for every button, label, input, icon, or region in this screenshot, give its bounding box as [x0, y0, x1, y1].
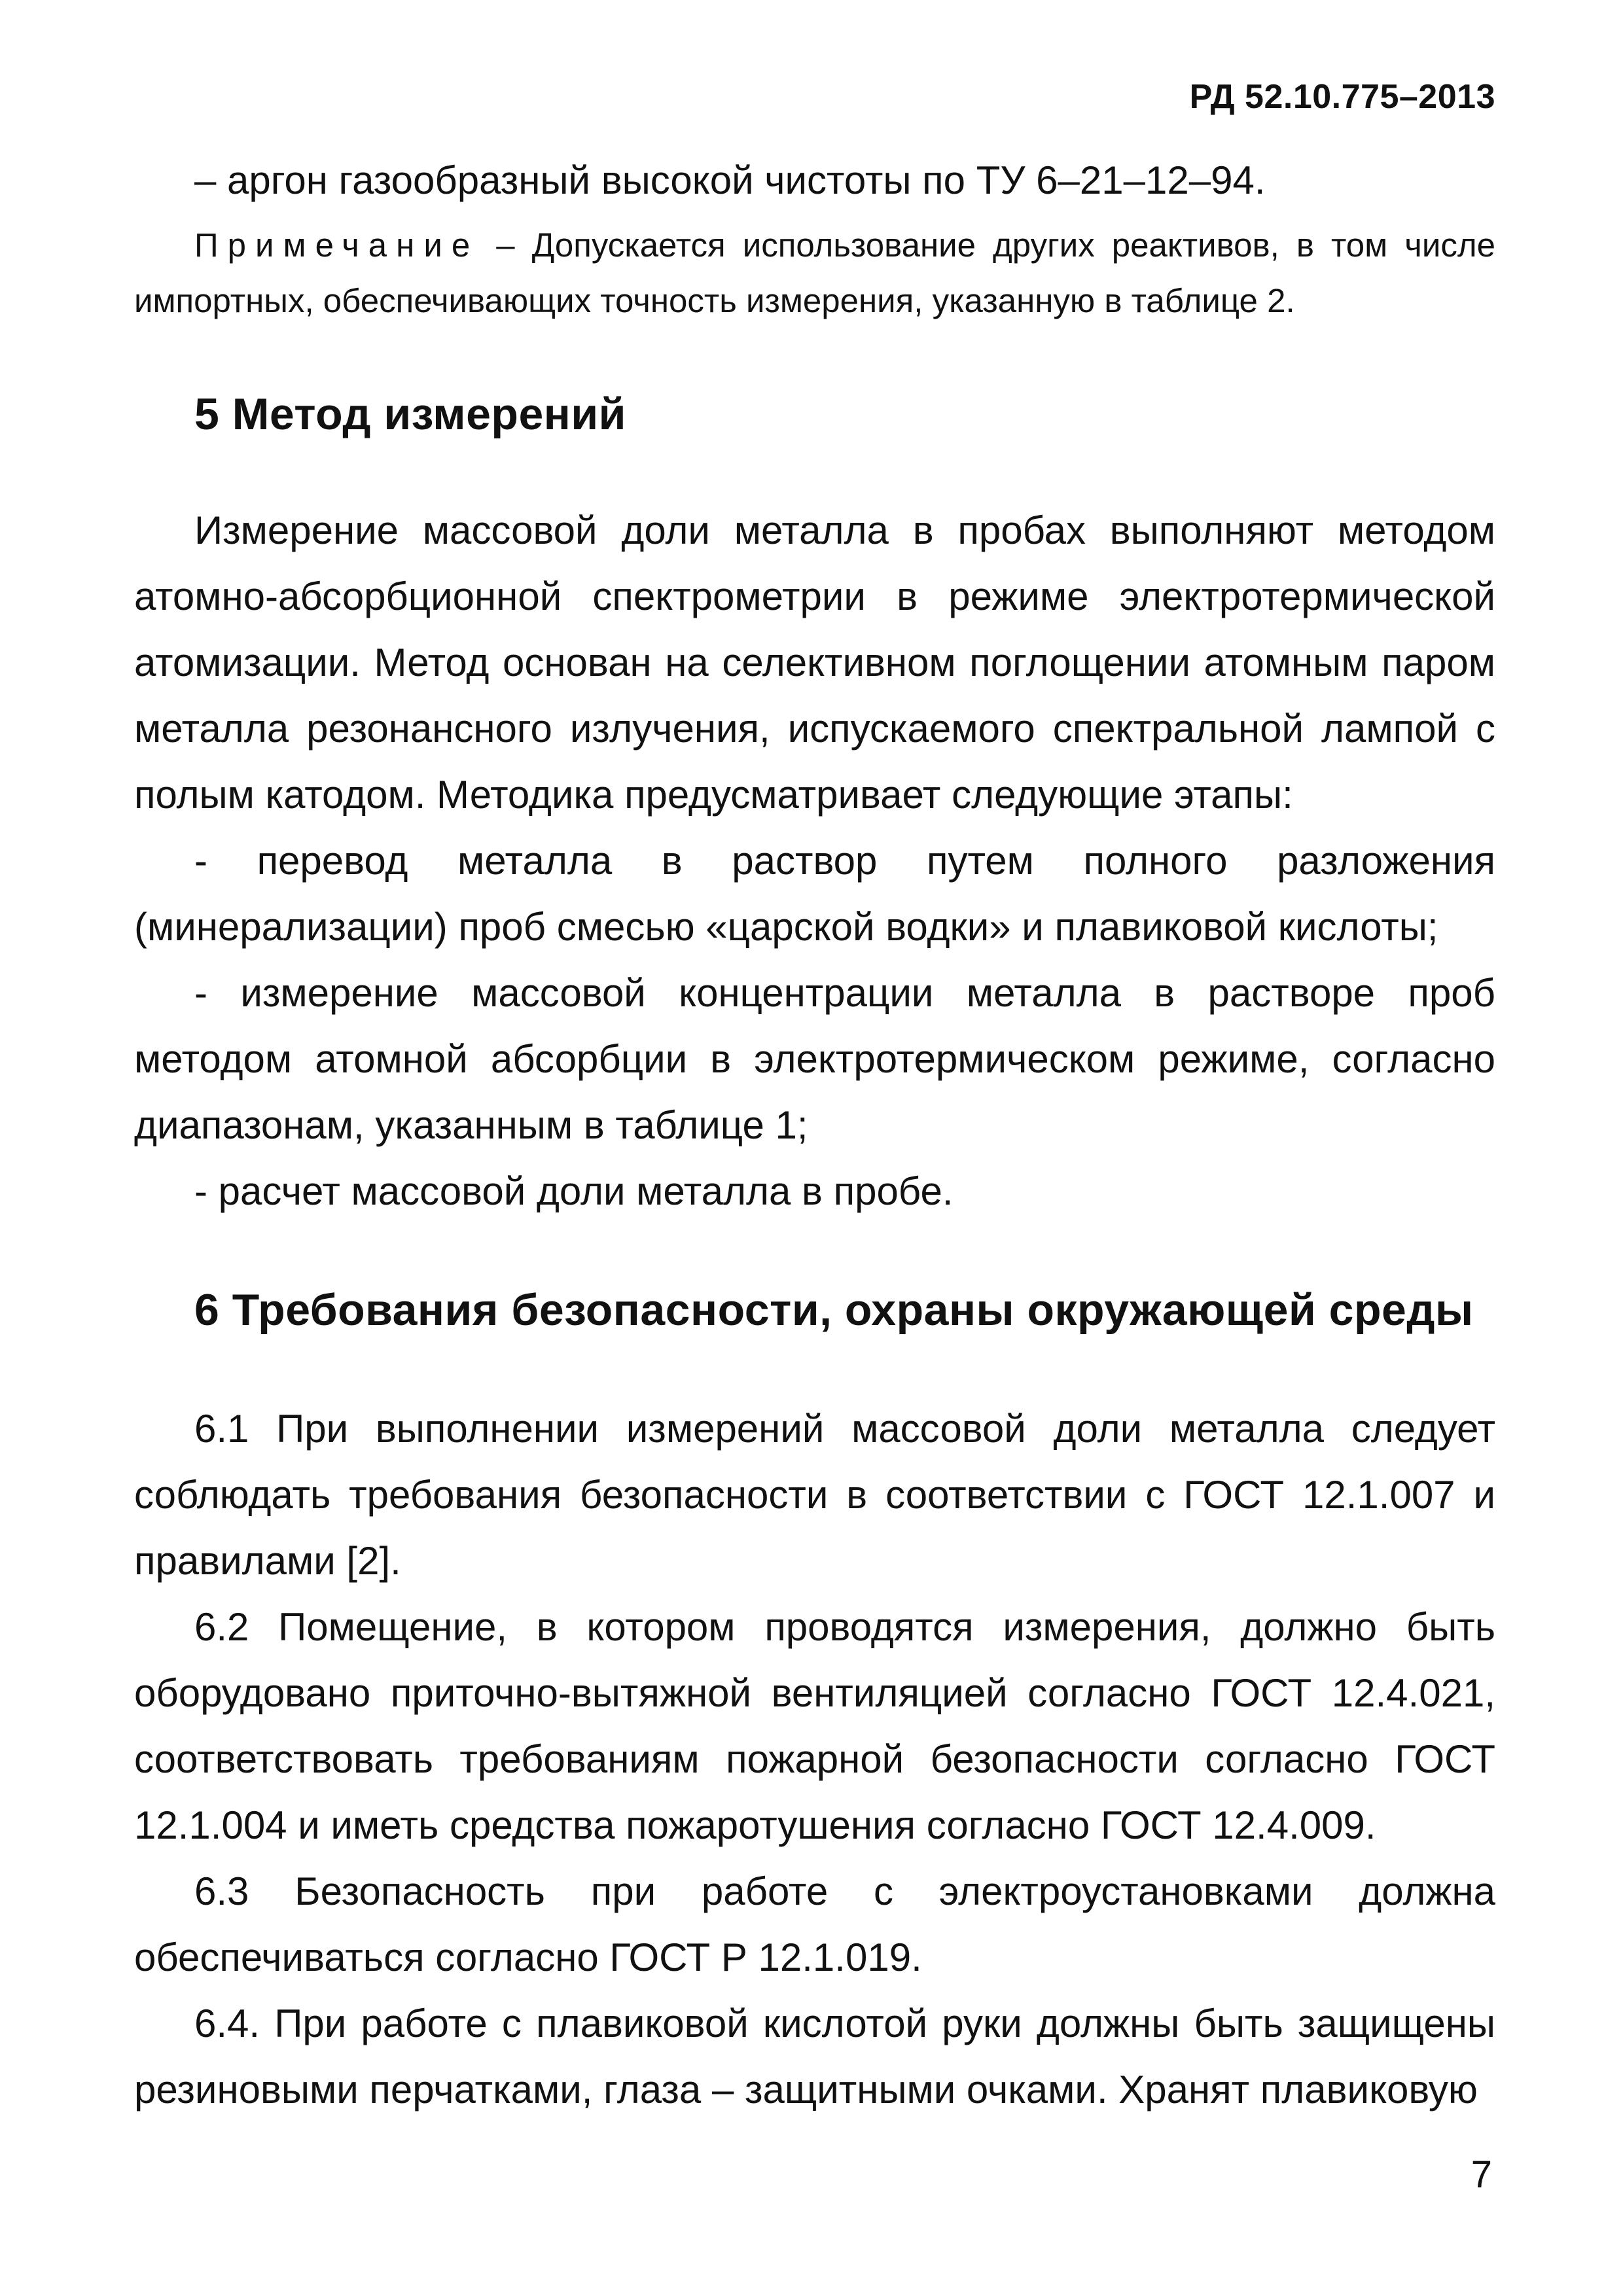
- page-content: [134, 147, 1495, 2123]
- document-code: РД 52.10.775–2013: [1189, 78, 1495, 116]
- section-6-item-3: 6.3 Безопасность при работе с электроустановками должна обеспечиваться согласно ГОСТ Р 12.1.019.: [134, 1869, 1495, 1979]
- page-number: 7: [1471, 2153, 1492, 2196]
- section-5-step-3: - расчет массовой доли металла в пробе.: [194, 1169, 954, 1213]
- section-6-item-1: 6.1 При выполнении измерений массовой доли металла следует соблюдать требования безопасности в соответствии с ГОСТ 12.1.007 и правилами [2].: [134, 1407, 1495, 1583]
- note-text: – Допускается использование других реактивов, в том числе импортных, обеспечивающих точность измерения, указанную в таблице 2.: [134, 226, 1495, 319]
- argon-line: – аргон газообразный высокой чистоты по ТУ 6–21–12–94.: [194, 158, 1266, 202]
- note-label: Примечание: [194, 226, 480, 264]
- note: [134, 217, 1495, 328]
- section-6-item-2: 6.2 Помещение, в котором проводятся измерения, должно быть оборудовано приточно-вытяжной вентиляцией согласно ГОСТ 12.4.021, соответствовать требованиям пожарной безопасности согласно ГОСТ 12.1.004 и иметь средства пожаротушения согласно ГОСТ 12.4.009.: [134, 1605, 1495, 1847]
- section-6-title: 6 Требования безопасности, охраны окружающей среды: [194, 1285, 1474, 1335]
- section-5-step-2: - измерение массовой концентрации металла в растворе проб методом атомной абсорбции в электротермическом режиме, согласно диапазонам, указанным в таблице 1;: [134, 971, 1495, 1147]
- section-5-step-1: - перевод металла в раствор путем полного разложения (минерализации) проб смесью «царской водки» и плавиковой кислоты;: [134, 839, 1495, 949]
- section-6-item-4: 6.4. При работе с плавиковой кислотой руки должны быть защищены резиновыми перчатками, глаза – защитными очками. Хранят плавиковую: [134, 2002, 1495, 2111]
- section-5-title: 5 Метод измерений: [194, 389, 626, 439]
- section-5-paragraph: Измерение массовой доли металла в пробах выполняют методом атомно-абсорбционной спектрометрии в режиме электротермической атомизации. Метод основан на селективном поглощении атомным паром металла резонансного излучения, испускаемого спектральной лампой с полым катодом. Методика предусматривает следующие этапы:: [134, 508, 1495, 817]
